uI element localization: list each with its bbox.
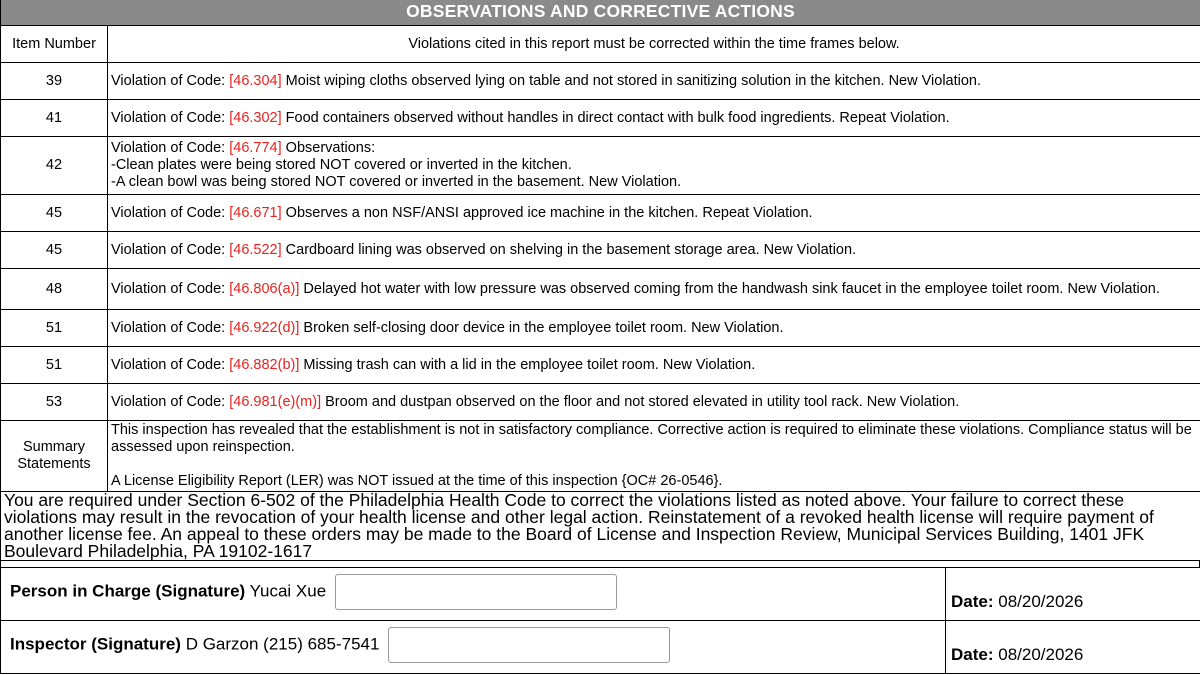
summary-statements [108,421,1200,492]
violation-text [108,195,1200,232]
code-reference: [46.522] [229,241,282,258]
violation-description: Broom and dustpan observed on the floor and not stored elevated in utility tool rack. New Violation. [321,393,960,410]
violations-intro: Violations cited in this report must be corrected within the time frames below. [108,26,1200,63]
code-reference: [46.806(a)] [229,280,300,297]
item-number: 53 [1,384,108,421]
violation-row [1,384,1200,421]
section-header-row [1,0,1200,26]
inspector-row [1,621,1200,674]
item-number: 42 [1,137,108,195]
code-reference: [46.922(d)] [229,319,300,336]
signature-table [0,567,1200,674]
violation-row [1,137,1200,195]
person-in-charge-row [1,568,1200,621]
inspector-date [951,645,1083,665]
person-signature-field[interactable] [335,574,617,610]
observation-line: -Clean plates were being stored NOT covered or inverted in the kitchen. [111,157,572,173]
violation-text [108,384,1200,421]
item-number: 45 [1,195,108,232]
code-prefix: Violation of Code: [111,72,226,89]
code-prefix: Violation of Code: [111,140,226,156]
violation-text [108,232,1200,269]
code-reference: [46.304] [229,72,282,89]
inspector-signature-label: Inspector (Signature) [10,634,181,654]
code-prefix: Violation of Code: [111,356,226,373]
item-number: 48 [1,269,108,310]
code-prefix: Violation of Code: [111,109,226,126]
violation-row [1,310,1200,347]
item-number: 41 [1,100,108,137]
violation-row [1,347,1200,384]
violation-description: Observations: [281,140,376,156]
person-date-cell [946,568,1200,621]
code-prefix: Violation of Code: [111,204,226,221]
summary-label: Summary Statements [1,421,108,492]
item-number-header: Item Number [1,26,108,63]
violation-description: Broken self-closing door device in the employee toilet room. New Violation. [299,319,784,336]
violation-text [108,347,1200,384]
item-number: 45 [1,232,108,269]
code-reference: [46.981(e)(m)] [229,393,322,410]
person-name: Yucai Xue [249,581,327,601]
item-number: 51 [1,347,108,384]
inspector-date-cell [946,621,1200,674]
date-value: 08/20/2026 [998,592,1084,611]
section-title: OBSERVATIONS AND CORRECTIVE ACTIONS [1,0,1200,26]
date-label: Date: [951,645,994,664]
violation-row [1,232,1200,269]
legal-notice: You are required under Section 6-502 of the Philadelphia Health Code to correct the violations listed as noted above. Your failure to correct these violations may result in the revocation of your health license and other legal action. Reinstatement of a revoked health license will require payment of another license fee. An appeal to these orders may be made to the Board of License and Inspection Review, Municipal Services Building, 1401 JFK Boulevard Philadelphia, PA 19102-1617 [1,492,1200,561]
violation-description: Moist wiping cloths observed lying on table and not stored in sanitizing solution in the kitchen. New Violation. [281,72,982,89]
inspector-signature-field[interactable] [388,627,670,663]
violation-description: Delayed hot water with low pressure was observed coming from the handwash sink faucet in the employee toilet room. New Violation. [299,280,1160,297]
person-signature-line [10,574,617,610]
violation-row [1,195,1200,232]
inspector-signature-cell [1,621,946,674]
summary-row [1,421,1200,492]
code-prefix: Violation of Code: [111,280,226,297]
violation-row [1,100,1200,137]
code-prefix: Violation of Code: [111,241,226,258]
violation-row [1,269,1200,310]
date-label: Date: [951,592,994,611]
code-reference: [46.774] [229,140,282,156]
code-prefix: Violation of Code: [111,393,226,410]
violation-description: Observes a non NSF/ANSI approved ice machine in the kitchen. Repeat Violation. [281,204,813,221]
notice-row [1,492,1200,561]
inspector-name: D Garzon (215) 685-7541 [185,634,380,654]
violation-description: Food containers observed without handles in direct contact with bulk food ingredients. Repeat Violation. [281,109,950,126]
code-prefix: Violation of Code: [111,319,226,336]
summary-ler-text: A License Eligibility Report (LER) was NOT issued at the time of this inspection {OC# 26-0546}. [111,473,723,489]
violation-row [1,63,1200,100]
code-reference: [46.671] [229,204,282,221]
date-value: 08/20/2026 [998,645,1084,664]
person-signature-label: Person in Charge (Signature) [10,581,246,601]
item-number: 39 [1,63,108,100]
inspector-signature-line [10,627,670,663]
code-reference: [46.882(b)] [229,356,300,373]
code-reference: [46.302] [229,109,282,126]
violation-text [108,310,1200,347]
observation-line: -A clean bowl was being stored NOT covered or inverted in the basement. New Violation. [111,174,682,190]
violation-text [108,100,1200,137]
person-signature-cell [1,568,946,621]
violation-description: Cardboard lining was observed on shelving in the basement storage area. New Violation. [281,241,857,258]
violation-text [108,137,1200,195]
summary-compliance-text: This inspection has revealed that the establishment is not in satisfactory compliance. Corrective action is required to eliminate these violations. Compliance status will be assessed upon reinspection. [111,422,1192,455]
violation-description: Missing trash can with a lid in the employee toilet room. New Violation. [299,356,756,373]
person-date [951,592,1083,612]
item-number: 51 [1,310,108,347]
violation-text [108,63,1200,100]
column-header-row [1,26,1200,63]
violation-text [108,269,1200,310]
